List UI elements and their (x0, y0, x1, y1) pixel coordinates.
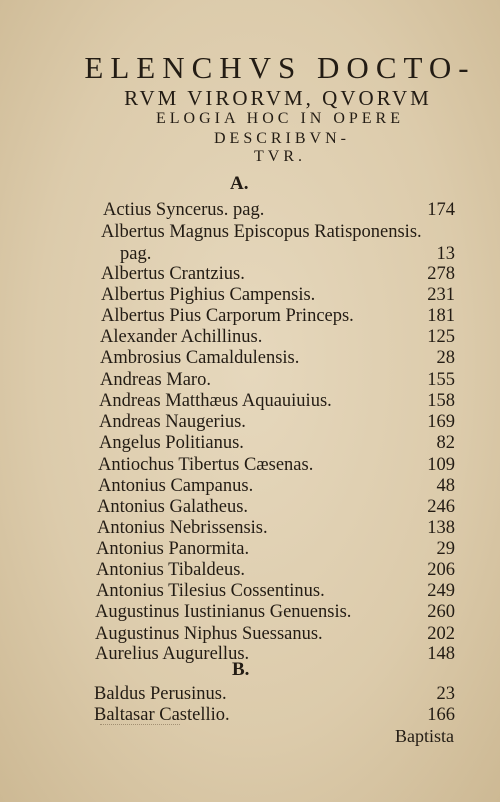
entry-page: 109 (427, 455, 455, 475)
entry-page: 28 (436, 348, 455, 368)
entry-name: Antonius Galatheus. (97, 497, 249, 517)
entry-name: Andreas Matthæus Aquauiuius. (99, 391, 332, 411)
entry-page: 181 (427, 306, 455, 326)
catchword: Baptista (395, 726, 454, 746)
title-line-2: RVM VIRORVM, QVORVM (124, 86, 432, 110)
index-entry (0, 433, 500, 457)
entry-page: 231 (427, 285, 455, 305)
entry-page: 155 (427, 370, 455, 390)
entry-page: 48 (436, 476, 455, 496)
entry-name: Augustinus Iustinianus Genuensis. (95, 602, 352, 622)
entry-page: 138 (427, 518, 455, 538)
section-heading-b: B. (232, 659, 250, 680)
entry-name: Actius Syncerus. pag. (103, 200, 265, 220)
entry-name: Aurelius Augurellus. (95, 644, 250, 664)
entry-page: 13 (436, 244, 455, 264)
entry-name: Angelus Politianus. (99, 433, 244, 453)
entry-page: 166 (427, 705, 455, 725)
entry-page: 246 (427, 497, 455, 517)
title-line-4: DESCRIBVN- (213, 130, 350, 147)
entry-name: Andreas Naugerius. (99, 412, 246, 432)
entry-page: 249 (427, 581, 455, 601)
entry-name: Ambrosius Camaldulensis. (100, 348, 300, 368)
index-entry (0, 602, 500, 626)
entry-page: 29 (436, 539, 455, 559)
title-line-1: ELENCHVS DOCTO- (84, 50, 476, 85)
entry-page: 82 (436, 433, 455, 453)
entry-name: Alexander Achillinus. (100, 327, 263, 347)
section-heading-a: A. (230, 173, 249, 194)
entry-name: Antonius Campanus. (98, 476, 254, 496)
index-entry (0, 222, 500, 246)
entry-name: Antonius Tibaldeus. (96, 560, 246, 580)
entry-page: 125 (427, 327, 455, 347)
entry-name: Baldus Perusinus. (94, 684, 227, 704)
entry-page: 278 (427, 264, 455, 284)
entry-page: 23 (436, 684, 455, 704)
entry-name: pag. (120, 244, 152, 264)
entry-page: 174 (427, 200, 455, 220)
entry-name: Albertus Pius Carporum Princeps. (101, 306, 354, 326)
entry-name: Albertus Magnus Episcopus Ratisponensis. (101, 222, 422, 242)
entry-name: Augustinus Niphus Suessanus. (95, 624, 323, 644)
ink-smudge (100, 724, 180, 725)
index-entry (0, 200, 500, 224)
entry-page: 206 (427, 560, 455, 580)
title-line-3: ELOGIA HOC IN OPERE (156, 110, 404, 127)
entry-page: 158 (427, 391, 455, 411)
entry-page: 202 (427, 624, 455, 644)
entry-name: Antonius Panormita. (96, 539, 250, 559)
entry-page: 260 (427, 602, 455, 622)
entry-name: Andreas Maro. (100, 370, 211, 390)
entry-page: 169 (427, 412, 455, 432)
entry-page: 148 (427, 644, 455, 664)
index-entry (0, 348, 500, 372)
entry-name: Antonius Tilesius Cossentinus. (96, 581, 325, 601)
entry-name: Antiochus Tibertus Cæsenas. (98, 455, 314, 475)
entry-name: Antonius Nebrissensis. (97, 518, 268, 538)
entry-name: Baltasar Castellio. (94, 705, 230, 725)
index-entry (0, 644, 500, 668)
entry-name: Albertus Pighius Campensis. (101, 285, 316, 305)
title-line-5: TVR. (254, 148, 306, 165)
entry-name: Albertus Crantzius. (101, 264, 245, 284)
